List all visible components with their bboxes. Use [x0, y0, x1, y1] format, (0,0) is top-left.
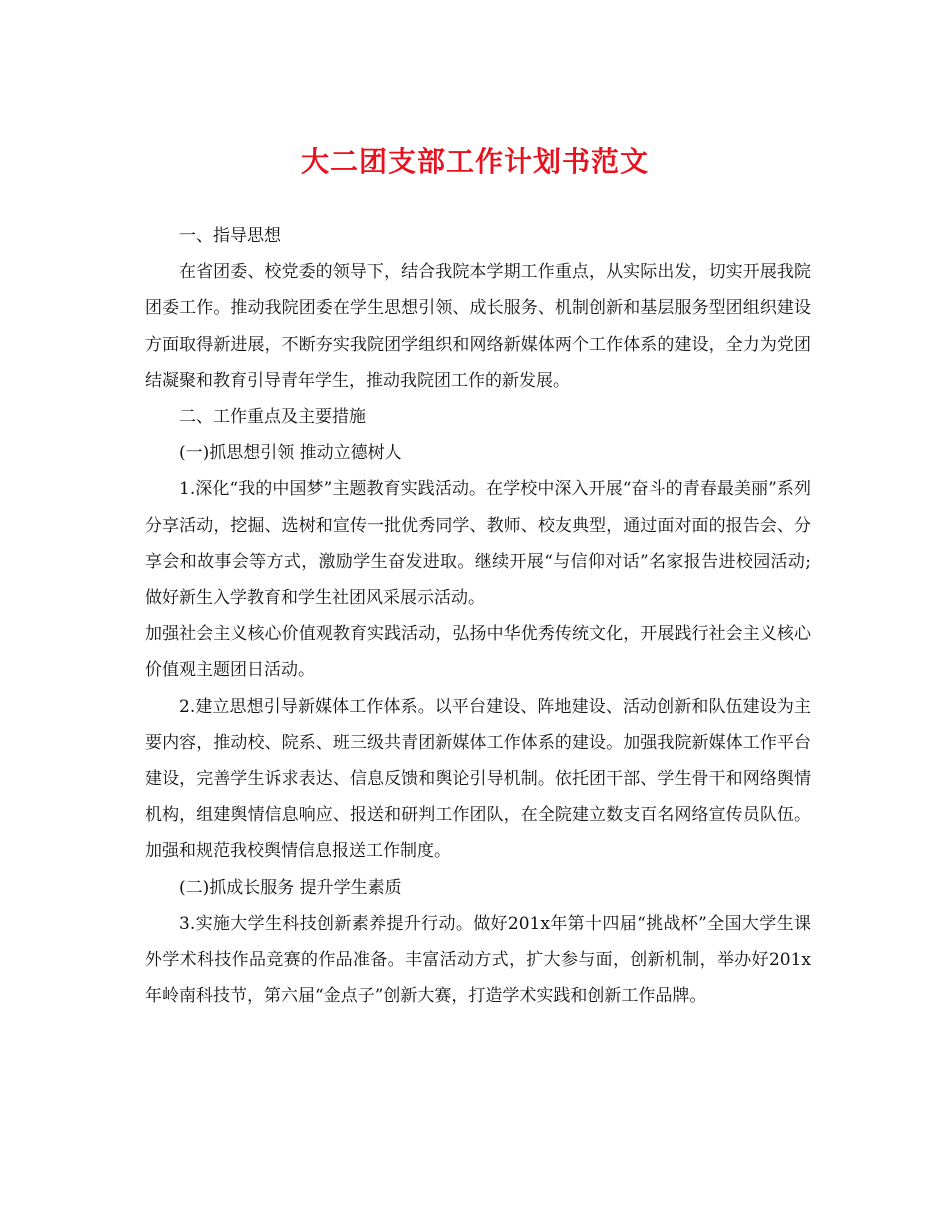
paragraph-guiding-thought: 在省团委、校党委的领导下，结合我院本学期工作重点，从实际出发，切实开展我院团委工作。推动我院团委在学生思想引领、成长服务、机制创新和基层服务型团组织建设方面取得新进展，不断夯实我院团学组织和网络新媒体两个工作体系的建设，全力为党团结凝聚和教育引导青年学生，推动我院团工作的新发展。	[145, 262, 811, 391]
paragraph-item-1: 1.深化“我的中国梦”主题教育实践活动。在学校中深入开展“奋斗的青春最美丽”系列分享活动，挖掘、选树和宣传一批优秀同学、教师、校友典型，通过面对面的报告会、分享会和故事会等方式，激励学生奋发进取。继续开展“与信仰对话”名家报告进校园活动;做好新生入学教育和学生社团风采展示活动。	[145, 479, 811, 609]
section-heading-key-work: 二、工作重点及主要措施	[179, 407, 366, 428]
subsection-heading-growth: (二)抓成长服务 提升学生素质	[179, 877, 402, 898]
paragraph-item-2: 2.建立思想引导新媒体工作体系。以平台建设、阵地建设、活动创新和队伍建设为主要内容，推动校、院系、班三级共青团新媒体工作体系的建设。加强我院新媒体工作平台建设，完善学生诉求表达、信息反馈和舆论引导机制。依托团干部、学生骨干和网络舆情机构，组建舆情信息响应、报送和研判工作团队，在全院建立数支百名网络宣传员队伍。加强和规范我校舆情信息报送工作制度。	[145, 696, 811, 862]
section-heading-guiding-thought: 一、指导思想	[179, 226, 281, 246]
subsection-heading-ideology: (一)抓思想引领 推动立德树人	[179, 443, 402, 464]
document-body	[145, 218, 811, 1014]
paragraph-item-3: 3.实施大学生科技创新素养提升行动。做好201x年第十四届“挑战杯”全国大学生课外学术科技作品竞赛的作品准备。丰富活动方式，扩大参与面，创新机制，举办好201x年岭南科技节，第六届“金点子”创新大赛，打造学术实践和创新工作品牌。	[145, 913, 811, 1007]
paragraph-item-1-continued: 加强社会主义核心价值观教育实践活动，弘扬中华优秀传统文化，开展践行社会主义核心价值观主题团日活动。	[145, 624, 811, 681]
document-title: 大二团支部工作计划书范文	[300, 145, 649, 178]
